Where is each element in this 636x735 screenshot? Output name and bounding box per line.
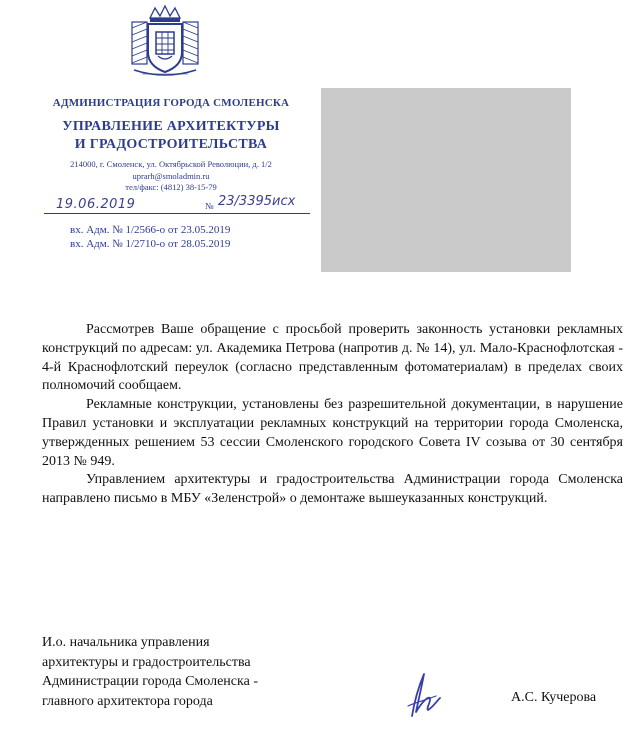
handwritten-signature	[388, 666, 444, 722]
number-label: №	[205, 201, 214, 211]
redacted-recipient-block	[321, 88, 571, 272]
handwritten-date: 19.06.2019	[56, 197, 136, 212]
body-paragraph-3: Управлением архитектуры и градостроительства Администрации города Смоленска направлено письмо в МБУ «Зеленстрой» о демонтаже вышеуказанных конструкций.	[42, 472, 623, 507]
signer-name: А.С. Кучерова	[511, 690, 597, 705]
phone: тел/факс: (4812) 38-15-79	[125, 182, 217, 192]
signatory-line-3: Администрации города Смоленска -	[42, 674, 258, 689]
administration-title: АДМИНИСТРАЦИЯ ГОРОДА СМОЛЕНСКА	[52, 97, 290, 109]
handwritten-number: 23/3395исх	[218, 194, 296, 209]
signatory-line-4: главного архитектора города	[42, 693, 213, 709]
signatory-line-2: архитектуры и градостроительства	[42, 654, 251, 670]
incoming-reference-2: вх. Адм. № 1/2710-о от 28.05.2019	[70, 238, 231, 250]
body-paragraph-1: Рассмотрев Ваше обращение с просьбой проверить законность установки рекламных конструкций по адресам: ул. Академика Петрова (напротив д. № 14), ул. Мало-Краснофлотская - 4-й Краснофлотский переулок (согласно представленным фотоматериалам) в пределах своих полномочий сообщаем.	[42, 322, 623, 394]
date-underline	[44, 213, 310, 214]
department-title-line1: УПРАВЛЕНИЕ АРХИТЕКТУРЫ	[62, 119, 280, 134]
department-title-line2: И ГРАДОСТРОИТЕЛЬСТВА	[74, 137, 268, 152]
signatory-line-1: И.о. начальника управления	[42, 635, 210, 650]
body-paragraph-2: Рекламные конструкции, установлены без разрешительной документации, в нарушение Правил установки и эксплуатации рекламных конструкций на территории города Смоленска, утвержденных решением 53 сессии Смоленского городского Совета IV созыва от 30 сентября 2013 № 949.	[42, 397, 623, 469]
coat-of-arms-icon	[128, 4, 202, 80]
email: uprarh@smoladmin.ru	[132, 171, 210, 181]
incoming-reference-1: вх. Адм. № 1/2566-о от 23.05.2019	[70, 224, 231, 236]
letter-body	[42, 321, 623, 509]
signatory-position	[42, 633, 258, 711]
address: 214000, г. Смоленск, ул. Октябрьской Революции, д. 1/2	[70, 159, 272, 169]
